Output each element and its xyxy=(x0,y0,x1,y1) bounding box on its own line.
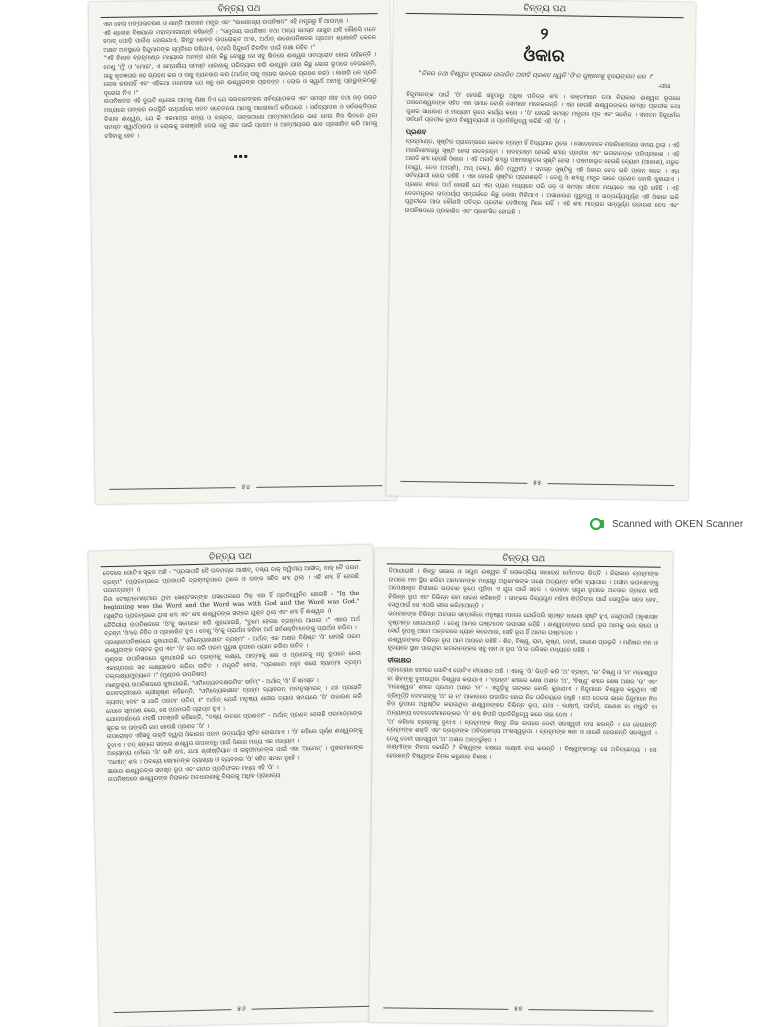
page-body-text: ଏବା ହେଲା ମଙ୍ଗଳାଚରଣ ଓ ଶାନ୍ତି ଆବାହନ ମନ୍ତ୍ର ଏବଂ "ଈଶାବାସ୍ୟ ଉପନିଷଦ" ଏହି ମନ୍ତ୍ରରୁ ହିଁ ଆରମ୍ଭ । ଏହି ଶ୍ଳୋକ ବିଷୟରେ ମହାତ୍ମାଗାନ୍ଧୀ କହିଛନ୍ତି : "ସମୁଦାୟ ଉପନିଷଦ ତଥା ଅନ୍ୟ ସମସ୍ତ ଶାସ୍ତ୍ର ଯଦି କୌଣସି ମତେ ହଠାତ୍ ପୋଡ଼ି ପାଉଁଶ ହୋଇଯାଏ, କିନ୍ତୁ କେବଳ ଉପରୋକ୍ତ ଅଂଶ, ଅର୍ଥାତ୍ ଈଶୋପନିଷଦର ପ୍ରଥମ ଶ୍ଳୋକଟି କେବଳ ଅକ୍ଷତ ଅବସ୍ଥାରେ ହିନ୍ଦୁମାନଙ୍କ ସ୍ମୃତିରେ ରହିଯାଏ, ତଥାପି ହିନ୍ଦୁଧର୍ମ ଚିରଦିନ ପାଇଁ ରକ୍ଷା ରହିବ ।" "ଏହି ବିଶାଳ ବ୍ରହ୍ମାଣ୍ଡ ମଧ୍ୟରେ ଅନନ୍ତ ଯାହା କିଛୁ ଦେଖୁଛୁ ସେ ସବୁ ଭିତରେ ଈଶ୍ୱର ଓତପ୍ରୋତ ହୋଇ ରହିଛନ୍ତି । ତେଣୁ 'ମୁଁ' ଓ 'ମୋର', ଏ ସମ୍ପର୍କୀୟ ସମସ୍ତ ଧାରଣାକୁ ପରିତ୍ୟାଗ କରି ଈଶ୍ୱର ଯାହା କିଛୁ ଭୋଗ ରୂପରେ ଦେଇଛନ୍ତି, ତାକୁ କୃତଜ୍ଞତାର ସହ ଗ୍ରହଣ କର ଓ ତାକୁ ବ୍ୟବହାର କର (ଅର୍ଥାତ୍ ତାକୁ ତ୍ୟାଗ ଭାବରେ ଗ୍ରହଣ କର) । କାହାରି ଧନ ପ୍ରତି ଲୋଭ କରନାହିଁ ଏବଂ ଏହିକଥା ମନେରଖ ଯେ ସବୁ ଧନ ଈଶ୍ୱରଙ୍କ ପ୍ରଦତ୍ତ । ଲୋଭ ଓ ସ୍ୱାର୍ଥ ଆମକୁ ପ୍ରଭୁଙ୍କଠାରୁ ଦୂରେଇ ନିଏ ।" ଉପନିଷଦର ଏହି ଦୁଇଟି ଶ୍ଳୋକ ଆମକୁ ଶିକ୍ଷା ଦିଏ ଯେ ଭଗବାନଙ୍କର ସର୍ବବ୍ୟାପକତା ଏବଂ ସମସ୍ତ ଜୀବ ତଥା ଜଡ଼ ଜଗତ ମଧ୍ୟରେ ତାଙ୍କର ଉପସ୍ଥିତି ସମ୍ପର୍କରେ ସତତ ସଚେତନତା ଆମକୁ ଆଲୋକାର୍ଥ କରିପାରେ । ସର୍ବବ୍ୟାପକ ଓ ସର୍ବଶକ୍ତିମାନ ବିଶାଳ ଈଶ୍ୱର, ଯେ କି ଏକମାତ୍ର ସତ୍ୟ ଓ ବାସ୍ତବ, ତାଙ୍କଠାରେ ଆତ୍ମସମର୍ପଣର ଭାବ ନେଇ ନିଜ ଭିତରେ ଥିବା ସମସ୍ତ ସ୍ୱାର୍ଥପରତା ଓ ଲୋଭକୁ ଜଳାଞ୍ଜଳି ଦେଇ ସବୁ ଜୀବ ପାଇଁ ପ୍ରେମ ଓ ଆତ୍ମୀୟତାର ଭାବ ପ୍ରସାରିତ କରି ଆମକୁ ବଞ୍ଚିବାକୁ ହେବ । xyxy=(102,17,378,140)
section-body-text: ବ୍ରହ୍ମାଣ୍ଡ, ସୃଷ୍ଟିର ପ୍ରାରମ୍ଭରେ କେବଳ ବ୍ରହ୍ମ ହିଁ ବିଦ୍ୟମାନ ଥିଲେ । ସେତେବେଳେ ମହାନିଃଶବ୍ଦତାର ସମୟ ଥିଲା । ଏହି ମହାନିଃଶବ୍ଦତାରୁ ସୃଷ୍ଟି ହେଲା ନାଦବ୍ରହ୍ମ । ନାଦବ୍ରହ୍ମ ହେଉଛି ଶବ୍ଦର ପ୍ରତୀକ ଏବଂ ଭଗବାନଙ୍କ ପରିପ୍ରକାଶ । ଏହି ଅନାଦି ଶବ୍ଦ ହେଉଛି ଓଁକାର । ଏହି ଅନାଦି ଶବ୍ଦରୁ ପଞ୍ଚମହାଭୂତର ସୃଷ୍ଟି ହେଲା । ପଞ୍ଚମହାଭୂତ ହେଉଛି ବ୍ୟୋମ (ଆକାଶ), ମରୁତ (ବାୟୁ), ତେଜ (ଅଗ୍ନି), ଅପ୍ (ଜଳ), କ୍ଷିତି (ପୃଥିବୀ) । ସମସ୍ତ ସୃଷ୍ଟିକୁ ଏହି ଓଁକାର ବେଦ ଭଳି ପାଳନ କରେ । ଏହା ସର୍ବବ୍ୟାପୀ ହୋଇ ରହିଛି । ଏହା ହେଉଛି ସୃଷ୍ଟିର ପ୍ରାଣଶକ୍ତି । ତେଣୁ ଓଁ ଶବ୍ଦକୁ ମନ୍ତ୍ର ଭାବେ ପ୍ରଣବ ବୋଲି କୁହାଯାଏ । ପ୍ରଣବ ଶବ୍ଦର ଅର୍ଥ ହେଉଛି ଯେ ଏହା ପ୍ରାଣ ମଧ୍ୟରେ ପରି ଜଡ଼ ଓ ସମସ୍ତ ଜୀବନ ମଧ୍ୟରେ ଏହା ପୂରି ରହିଛି । ଏହି ବେଦମନ୍ତ୍ରର ତାତ୍ପର୍ଯ୍ୟ ସମ୍ପର୍କରେ କିଛୁ ଲେଖା ମିଳିଥାଏ । ଅସାଧାରଣ ଗୁରୁତ୍ୱ ଓ ତାତ୍ପର୍ଯ୍ୟପୂର୍ଣ୍ଣ ଏହି ଓଁକାର ଭଳି ପୃଥିବୀରେ ଆଉ କୌଣସି ପବିତ୍ର ପ୍ରତୀକ ଦେଖିବାକୁ ମିଳେ ନାହିଁ । ଏହି ଶବ୍ଦ ମାତ୍ରାର ସମ୍ପୂର୍ଣ୍ଣ ଉଚ୍ଚାରଣ ବେଦ ଏବଂ ଉପନିଷଦରେ ପ୍ରକାଶିତ ଏବଂ ପ୍ରଶଂସିତ ହୋଇଛି । xyxy=(404,137,680,216)
footer-rule xyxy=(400,481,527,484)
footer-rule xyxy=(529,1009,654,1012)
page-number: ୫୫ xyxy=(532,478,542,488)
running-header: ଚିନ୍ତ୍ୟ ପଥ xyxy=(387,548,661,567)
running-header: ଚିନ୍ତ୍ୟ ପଥ xyxy=(406,0,684,18)
page-body-text: ଦିଆଯାଇଛି । କିନ୍ତୁ ସାକାର ଓ ସଗୁଣ ଈଶ୍ୱର ହିଁ ଲୋକପ୍ରିୟ ସାଧାରଣ ଧର୍ମମତର ଭିତ୍ତି । ନିରାକାର ବ୍ରହ୍ମଙ୍କ ଉପରେ ମନ ସ୍ଥିର କରିବା ଆମମାନଙ୍କ ମଧ୍ୟରୁ ଅଧିକାଂଶଙ୍କ ପକ୍ଷେ ଅତ୍ୟନ୍ତ କଠିନ ବ୍ୟାପାର । ଅସୀମ ଭଗବାନଙ୍କୁ ଅପେକ୍ଷାକୃତ ନିରାକାର ଭଗବାନ ରୂପେ ପୂଜିବା ଏ ଯୁଗ ପାଇଁ ସହଜ । ଭଗବାନ ସଗୁଣ ରୂପରେ ଅବତାର ଗ୍ରହଣ କରି ବିଭିନ୍ନ ରୂପ ଏବଂ ବିଭିନ୍ନ ନାମ ଧାରଣ କରିଛନ୍ତି । ତାଙ୍କର ଦିବ୍ୟଗୁଣ ମହିମା କିର୍ତ୍ତିଙ୍କ ପାଇଁ ସେଗୁଡ଼ିକ ସହଜ ହେବ, ସେଥିପାଇଁ ସେ ଏପରି ଲୀଳା କରିଥାଆନ୍ତି । ଭଗବାନଙ୍କ ବିଭିନ୍ନ ଅବତାର ସମ୍ପର୍କରେ ମନୁଷ୍ୟ ମନରେ ଯେଉଁପରି ସ୍ପଷ୍ଟ ଧାରଣା ସୃଷ୍ଟି ହୁଏ, ସେଥିପାଇଁ ଅନୁଶାସନ ଦୃଷ୍ଟାନ୍ତ ହୋଇଥାନ୍ତି । ତେଣୁ ଆମର ଇଷ୍ଟଦେବ ଉପାସନା ରହିଛି । ଈଶ୍ୱରଙ୍କର ଯେଉଁ ରୂପ ଆମକୁ ଭଲ ଲାଗେ ଓ ସେଇଁ ରୂପକୁ ଆମେ ଅନ୍ତରରେ ଧ୍ୟାନ କରେଥାଉ, ସେହି ରୂପ ହିଁ ଆମର ଇଷ୍ଟଦେବ । ଈଶ୍ୱରଙ୍କର ବିଭିନ୍ନ ରୂପ ଆମ ଆଗରେ ରହିଛି - ଶିବ, ବିଷ୍ଣୁ, ରାମ, କୃଷ୍ଣ, ଦେବୀ, ଗଣେଶ ପ୍ରଭୃତି । ମଣିଷର ମନ ଓ ହୃଦୟରେ ସ୍ଥାନ ପାଉଥିବା ଭଗବାନଙ୍କର ସବୁ ନାମ ଓ ରୂପ 'ଓଁ'ର ପରିସର ମଧ୍ୟରେ ରହିଛି । xyxy=(387,567,659,655)
running-header: ଚିନ୍ତ୍ୟ ପଥ xyxy=(100,545,360,567)
scanner-logo-bar xyxy=(600,520,604,528)
section-heading: ବୀଜାକ୍ଷର xyxy=(387,656,412,665)
chapter-number: ୨ xyxy=(540,23,549,44)
page-number: ୫୭ xyxy=(513,1004,523,1014)
section-heading: ପ୍ରଣବ xyxy=(405,127,427,137)
footer-rule xyxy=(109,487,235,490)
book-page-55 xyxy=(386,0,696,500)
page-footer xyxy=(383,1003,653,1015)
scanner-logo-ring xyxy=(591,519,601,529)
footer-rule xyxy=(113,1009,231,1013)
section-body-text: ପ୍ରତ୍ୟେକ ନାମରେ ଗୋଟିଏ ଗୋଟିଏ ବୀଜାକ୍ଷର ଅଛି । ଏହାକୁ 'ଓଁ' ଭିତ୍ତି କରି 'ଅ' ବ୍ରହ୍ମ, 'ଉ' ବିଷ୍ଣୁ ଓ 'ମ' ମହେଶ୍ୱର ବା ଶିବଙ୍କୁ ବୁଝାଉଥିବା ବିଶ୍ୱାସ କରାଯାଏ । 'ବ୍ରହ୍ମ' ଶବ୍ଦରେ ଶେଷ ଅକ୍ଷର 'ଅ', 'ବିଷ୍ଣୁ' ଶବ୍ଦର ଶେଷ ଅକ୍ଷର 'ଉ' ଏବଂ 'ମହେଶ୍ୱର' ଶବ୍ଦର ପ୍ରଥମ ଅକ୍ଷର 'ମ' - ଏଗୁଡ଼ିକୁ ତାଙ୍କର ବୋଲି କୁହାଯାଏ । ହିନ୍ଦୁମାନେ ବିଶ୍ୱାସ କରୁଥିବା ଏହି ତ୍ରିମୂର୍ତ୍ତି ଦେବତାଙ୍କୁ 'ଅ' ଉ ମ' ଆକାରରେ ଉଚ୍ଚାରିତ ହୋଇ ନିଜ ପରିଚୟରେ ରହୁଛି । ଛଅ ଦେବତା ଭାବେ ହିନ୍ଦୁମାନେ ନିଜ ନିଜ ରୂପରେ ଅଧିଷ୍ଠିତ କରାଇଥିବା ଈଶ୍ୱରଙ୍କର ବିଭିନ୍ନ ରୂପ, ଯଥା - ଲକ୍ଷ୍ମୀ, ପାର୍ବତୀ, ଗଣେଶ ବା ମାରୁତି ବା ଅନ୍ୟାନ୍ୟ ଦେବଦେବୀମାନଙ୍କର 'ଓଁ' ଶବ୍ଦ କିପରି ପ୍ରତିନିଧିତ୍ୱ କରେ ତାହା ଦେଖ । 'ଅ' କହିଲେ ବ୍ରହ୍ମକୁ ବୁଝାଏ । ବ୍ରହ୍ମଙ୍କ କିନ୍ତୁ ଜିଭ ଉପରେ ଦେବୀ ସରସ୍ୱତୀ ବାସ କରନ୍ତି । ସେ ହେଉଛନ୍ତି ବ୍ରହ୍ମଙ୍କ ଶକ୍ତି ଏବଂ ବ୍ରହ୍ମଙ୍କ ଅବିଚ୍ଛେଦ୍ୟ ଅଂଶସ୍ୱରୂପା । ବ୍ରହ୍ମଙ୍କ ଜ୍ଞାନ ଓ ଧାରଣି ହେଉଛନ୍ତି ସରସ୍ୱତୀ । ତେଣୁ ଦେବୀ ସରସ୍ୱତୀ 'ଅ' ଅକ୍ଷର ଅନ୍ତର୍ଭୁକ୍ତ । ଲକ୍ଷ୍ମୀଙ୍କ ନିବାସ କେଉଁଠି ? ବିଷ୍ଣୁଙ୍କ ବକ୍ଷରେ ଲକ୍ଷ୍ମୀ ବାସ କରନ୍ତି । ବିଷ୍ଣୁଙ୍କଠାରୁ ସେ ଅବିଚ୍ଛେଦ୍ୟ । ସେ ହେଉଛନ୍ତି ବିଷ୍ଣୁଙ୍କ ବିମଳ କରୁଣାର ବିକାଶ । xyxy=(386,666,658,761)
scanner-watermark-text: Scanned with OKEN Scanner xyxy=(612,518,744,530)
footer-rule xyxy=(548,483,675,486)
page-footer xyxy=(109,481,382,494)
page-number: ୫୪ xyxy=(241,482,251,492)
book-page-57 xyxy=(369,548,673,1026)
page-footer xyxy=(113,1002,369,1017)
footer-rule xyxy=(256,485,382,488)
scanner-watermark xyxy=(590,518,743,530)
page-body-text: ବେଦରେ ଗୋଟିଏ ସୂକ୍ତ ଅଛି - "ପ୍ରଜାପତି ବୈ ଇଦମଗ୍ର ଆସୀତ୍, ତସ୍ୟ ବାକ୍ ଦ୍ୱିତୀୟ ଆସୀତ୍, ବାକ୍ ବୈ ପରମ ବ୍ରହ୍ମ" (ପ୍ରାରମ୍ଭରେ ପ୍ରଜାପତି ବ୍ରହ୍ମରୂପରେ ଥିଲେ ଓ ତାଙ୍କ ସହିତ ଶବ୍ଦ ଥିଲା । ଏହି ଶବ୍ଦ ହିଁ ହେଉଛି ପରମବ୍ରହ୍ମ ।) ନିଉ ଟେଷ୍ଟାମେଣ୍ଟରେ ଥିବା ସେଣ୍ଟଜନ୍‌ଙ୍କ ଗସପେଲରେ ଠିକ୍ ଏହା ହିଁ ପ୍ରତିଧ୍ୱନିତ ହୋଇଛି - "In the beginning was the Word and the Word was with God and the Word was God." (ସୃଷ୍ଟିର ପ୍ରାରମ୍ଭରେ ଥିଲା ଶବ୍ଦ ଏବଂ ଶବ୍ଦ ଈଶ୍ୱରଙ୍କ ସଙ୍ଗେ ଯୁକ୍ତ ଥିଲା ଏବଂ ଶବ୍ଦ ହିଁ ଈଶ୍ୱର ।) ତୈତିରୀୟ ଉପନିଷଦରେ 'ଓଁ'କୁ ସମୋଧନ କରି କୁହାଯାଇଛି, "ତୁମେ ହେଉଛ ବ୍ରହ୍ମର ଆଧାର ।" ଏହାର ଅର୍ଥ ବ୍ରହ୍ମ 'ଓଁ'ରେ ନିହିତ ଓ ପ୍ରକାଶିତ ହୁଏ । ତେଣୁ 'ଓଁ'କୁ ପ୍ରାର୍ଥନା କରିବା ଅର୍ଥ ସର୍ବଶକ୍ତିମାନଙ୍କୁ ପ୍ରାର୍ଥନା କରିବା । ପ୍ରଶ୍ନୋପନିଷଦରେ କୁହାଯାଇଛି, "ଓମିତ୍ୟେକାକ୍ଷରଂ ବ୍ରହ୍ମ" - ଅର୍ଥାତ୍ ଏକ ଅକ୍ଷର ବିଶିଷ୍ଟ 'ଓଁ' ହେଉଛି ପରମ ଈଶ୍ୱରଙ୍କ ବାସ୍ତବ ରୂପ ଏବଂ 'ଓଁ' ଜପ କରି ପରମ ପୁରୁଷ ରୂପରେ ଧ୍ୟାନ କରିବା ଉଚିତ । ମୁଣ୍ଡକ ଉପନିଷଦରେ କୁହାଯାଇଛି ଯେ ବ୍ରହ୍ମକୁ ଲକ୍ଷ୍ୟ, ଆତ୍ମାକୁ ଶର ଓ ପ୍ରଣବକୁ ଧନୁ ରୂପରେ ନେଇ ଏକାଗ୍ରତାର ସହ ଲକ୍ଷ୍ୟଭେଦ କରିବା ଉଚିତ । ମନ୍ତ୍ରଟି ହେଲା, "ପ୍ରଣବୋ ଧନୁଃ ଶରୋ ହ୍ୟାତ୍ମା ବ୍ରହ୍ମ ତଲ୍ଲକ୍ଷ୍ୟମୁଚ୍ୟତେ ।" (ମୁଣ୍ଡକ ଉପନିଷଦ) ମାଣ୍ଡୁକ୍ୟ ଉପନିଷଦରେ କୁହାଯାଇଛି, "ଓମିତ୍ୟେତଦକ୍ଷରମିଦଂ ସର୍ବମ୍" - ଅର୍ଥାତ୍ 'ଓଁ' ହିଁ ସମସ୍ତ । ଭଗବଦ୍‌ଗୀତାରେ ଶ୍ରୀକୃଷ୍ଣ କହିଛନ୍ତି, "ଓମିତ୍ୟେକାକ୍ଷରଂ ବ୍ରହ୍ମ ବ୍ୟାହରନ୍ ମାମନୁସ୍ମରନ୍ । ଯଃ ପ୍ରୟାତି ତ୍ୟଜନ୍ ଦେହଂ ସ ଯାତି ପରମାଂ ଗତିମ୍ ॥" ଅର୍ଥାତ୍ ଯେଉଁ ମନୁଷ୍ୟ ଶରୀର ତ୍ୟାଗ ସମୟରେ 'ଓଁ' ଉଚ୍ଚାରଣ କରି ମୋତେ ସ୍ମରଣ କରେ, ସେ ପରମଗତି ପ୍ରାପ୍ତ ହୁଏ । ଯୋଗଦର୍ଶନରେ ମହର୍ଷି ପତଞ୍ଜଳି କହିଛନ୍ତି, "ତସ୍ୟ ବାଚକଃ ପ୍ରଣବଃ" - ଅର୍ଥାତ୍ ପ୍ରଣବ ହେଉଛି ପରମାତ୍ମାଙ୍କ ସୂଚକ ବା ତାଙ୍କରି ନାମ ହେଉଛି ପ୍ରଣବ 'ଓଁ' । ଉପରୋକ୍ତ ଏହିସବୁ ଉକ୍ତି ଦ୍ୱାରା ଓଁକାରର ପରମ ତାତ୍ପର୍ଯ୍ୟ ସୂଚିତ ହୋଇଥାଏ । 'ଓଁ' କହିଲେ ପୂର୍ଣ୍ଣ ଈଶ୍ୱରଙ୍କୁ ବୁଝାଏ । ତତ୍ ସଙ୍ଗେ ସଙ୍ଗେ ଈଶ୍ୱର ଉପଲବ୍ଧି ପାଇଁ ଓଁକାର ମଧ୍ୟ ଏକ ମାଧ୍ୟମ । ଅନ୍ୟାନ୍ୟ ଧର୍ମରେ 'ଓଁ' ଭଳି ଶବ୍ଦ, ଯଥା ଖ୍ରୀଷ୍ଟିୟାନ ଓ ଇହୁଦୀମାନଙ୍କ ପାଇଁ ଏହା 'ଆମେନ୍' । ମୁସଲମାନଙ୍କ 'ଆମୀନ୍' ଶବ୍ଦ । ଅବଶ୍ୟ ସେମାନଙ୍କ ବ୍ୟାଖ୍ୟା ଓ ବ୍ୟବହାର 'ଓଁ' ସହିତ ସମାନ ନୁହେଁ । ସାକାର ଈଶ୍ୱରଙ୍କ ସମସ୍ତ ରୂପ ଏବଂ ନାମର ପ୍ରତିଫଳନ ମଧ୍ୟ ଏହି 'ଓଁ' । ଉପନିଷଦରେ ଈଶ୍ୱରଙ୍କ ନିରାକାର ଅବଧାରଣାକୁ ବିଚାରକୁ ଅଧିକ ପ୍ରାଧାନ୍ୟ xyxy=(102,563,364,784)
chapter-intro-text: ହିନ୍ଦୁମାନଙ୍କ ପାଇଁ 'ଓଁ' ହେଉଛି ସବୁଠାରୁ ଅଧିକ ପବିତ୍ର ଶବ୍ଦ । ଭକ୍ତମାନେ ତଥା ନିରାକାର ଈଶ୍ୱର ରୂପରେ ପରମେଶ୍ୱରଙ୍କ ସହିତ ଏହା ସମାନ ବୋଲି ସେମାନେ ମନେକରନ୍ତି । ଏହା ହେଉଛି ଈଶ୍ୱରଙ୍କର ସମସ୍ତ ପ୍ରତୀକ ତଥା ଗୁଣର ସାଧାରଣ ଓ ମାଧ୍ୟମ ରୂପେ କାର୍ଯ୍ୟ କରେ । 'ଓଁ' ହେଉଛି ସମସ୍ତ ମନ୍ତ୍ରର ମୂଳ ଏବଂ ସର୍ବୋଚ୍ଚ । ସନାତନ ହିନ୍ଦୁଧର୍ମର ସର୍ବଧର୍ମ ପ୍ରତୀକ ରୂପେ ବିଶ୍ୱବ୍ୟାପୀ ଓ ପ୍ରତିନିଧିତ୍ୱ କରିଛି ଏହି 'ଓଁ' । xyxy=(405,90,681,126)
page-number: ୫୬ xyxy=(236,1004,246,1014)
chapter-title: ଓଁକାର xyxy=(523,45,565,67)
book-page-56 xyxy=(88,545,384,1027)
running-header: ଚିନ୍ତ୍ୟ ପଥ xyxy=(101,0,378,18)
epigraph: "ନିଜର ତଥା ବିଶ୍ୱର ହୃଦୟରେ ଉଚ୍ଚାରିତ ଅନାଦି ପ୍ରଣବ ଧ୍ୱନି 'ଓଁ'ର ଗୁଞ୍ଜନକୁ ହୃଦୟଙ୍ଗମ କର ।" xyxy=(418,70,654,81)
book-page-54 xyxy=(89,0,397,504)
footer-rule xyxy=(383,1007,508,1010)
page-footer xyxy=(400,477,674,490)
section-end-mark: ▪▪▪ xyxy=(233,153,249,161)
footer-rule xyxy=(252,1006,370,1010)
scanner-logo-icon xyxy=(590,518,606,530)
epigraph-source: -ଗୀତା xyxy=(657,82,671,90)
